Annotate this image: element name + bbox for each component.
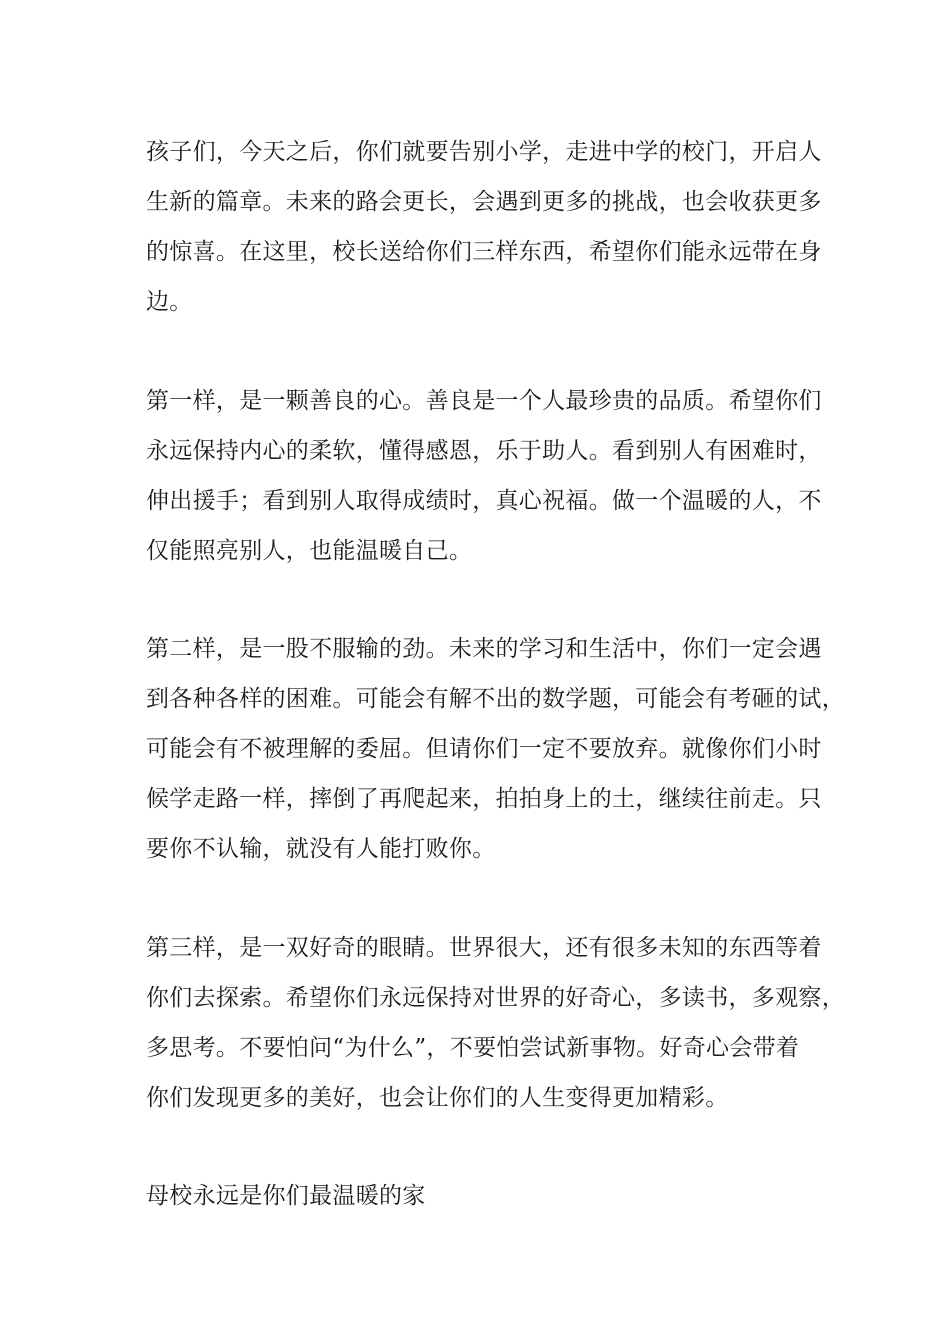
paragraph-1-line-2: 生新的篇章。未来的路会更长，会遇到更多的挑战，也会收获更多	[146, 189, 822, 215]
paragraph-2-line-2: 永远保持内心的柔软，懂得感恩，乐于助人。看到别人有困难时，	[146, 438, 822, 464]
paragraph-2-line-4: 仅能照亮别人，也能温暖自己。	[146, 538, 473, 564]
paragraph-1-line-1: 孩子们，今天之后，你们就要告别小学，走进中学的校门，开启人	[146, 139, 822, 165]
paragraph-4-line-2: 你们去探索。希望你们永远保持对世界的好奇心，多读书，多观察，	[146, 985, 845, 1011]
paragraph-5-line-1: 母校永远是你们最温暖的家	[146, 1183, 426, 1209]
paragraph-3-line-1: 第二样，是一股不服输的劲。未来的学习和生活中，你们一定会遇	[146, 636, 822, 662]
paragraph-3-line-4: 候学走路一样，摔倒了再爬起来，拍拍身上的土，继续往前走。只	[146, 786, 822, 812]
paragraph-4-line-4: 你们发现更多的美好，也会让你们的人生变得更加精彩。	[146, 1085, 729, 1111]
paragraph-1-line-4: 边。	[146, 289, 193, 315]
paragraph-1-line-3: 的惊喜。在这里，校长送给你们三样东西，希望你们能永远带在身	[146, 239, 822, 265]
paragraph-2-line-1: 第一样，是一颗善良的心。善良是一个人最珍贵的品质。希望你们	[146, 388, 822, 414]
paragraph-3-line-5: 要你不认输，就没有人能打败你。	[146, 836, 496, 862]
paragraph-2-line-3: 伸出援手；看到别人取得成绩时，真心祝福。做一个温暖的人，不	[146, 488, 822, 514]
paragraph-3-line-3: 可能会有不被理解的委屈。但请你们一定不要放弃。就像你们小时	[146, 736, 822, 762]
paragraph-4-line-3: 多思考。不要怕问“为什么”，不要怕尝试新事物。好奇心会带着	[146, 1035, 800, 1061]
paragraph-3-line-2: 到各种各样的困难。可能会有解不出的数学题，可能会有考砸的试，	[146, 686, 845, 712]
paragraph-4-line-1: 第三样，是一双好奇的眼睛。世界很大，还有很多未知的东西等着	[146, 935, 822, 961]
